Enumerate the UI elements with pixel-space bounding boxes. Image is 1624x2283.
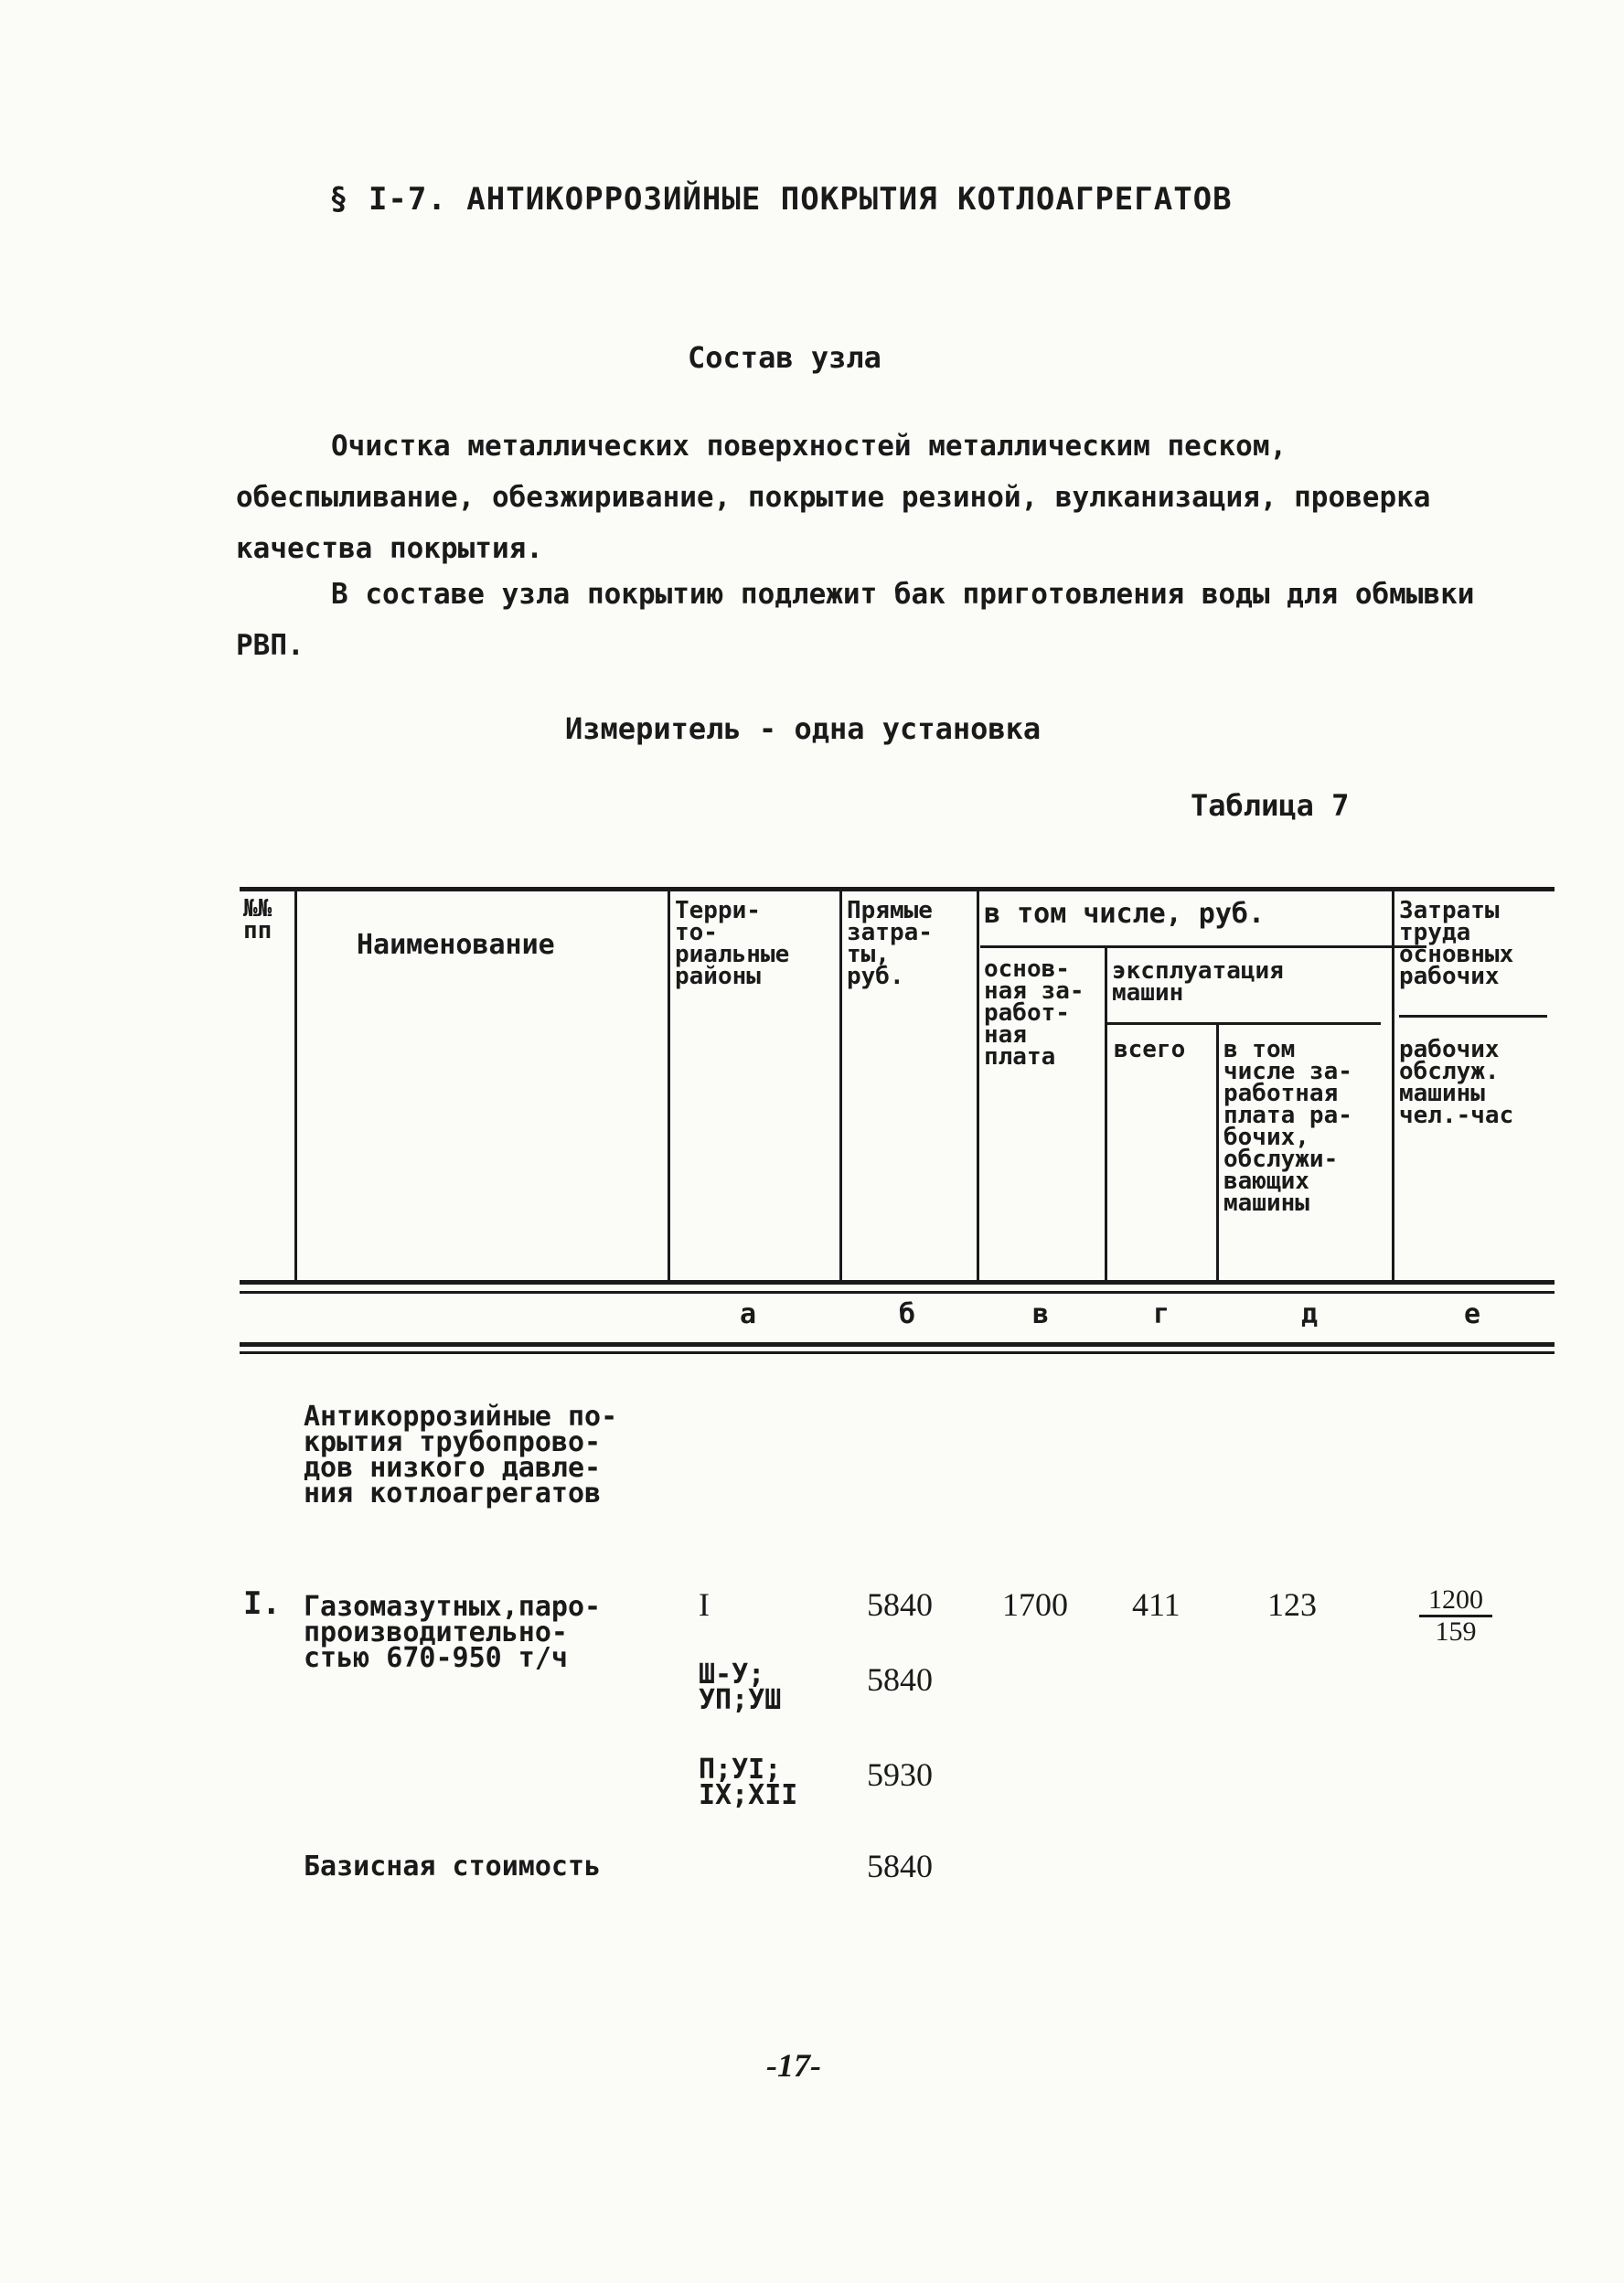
header-basic-pay: основ- ная за- работ- ная плата — [984, 955, 1084, 1071]
page-number: -17- — [766, 2047, 821, 2084]
row-index: I. — [243, 1585, 281, 1622]
direct-cost-3: 5930 — [867, 1756, 933, 1793]
table-label: Таблица 7 — [1191, 788, 1350, 823]
header-including: в том числе, руб. — [984, 898, 1266, 930]
row-name: Газомазутных,паро- производительно- стью 670-950 т/ч — [304, 1591, 602, 1674]
labor-fraction — [1419, 1585, 1492, 1647]
header-incl-pay: в том числе за- работная плата ра- бочих, обслужи- вающих машины — [1223, 1036, 1352, 1217]
direct-cost-2: 5840 — [867, 1661, 933, 1698]
base-cost-label: Базисная стоимость — [304, 1851, 602, 1883]
paragraph-composition: Очистка металлических поверхностей металлическим песком, обеспыливание, обезжиривание, покрытие резиной, вулканизация, проверка качества покрытия. — [236, 430, 1431, 565]
column-letter: в — [1031, 1298, 1050, 1330]
labor-machine-workers: 159 — [1435, 1616, 1477, 1647]
header-labor-sub: рабочих обслуж. машины чел.-час — [1399, 1036, 1514, 1129]
header-labor: Затраты труда основных рабочих — [1399, 897, 1514, 990]
basic-pay-value: 1700 — [1002, 1586, 1068, 1623]
meter-line: Измеритель - одна установка — [565, 711, 1042, 746]
group-title: Антикоррозийные по- крытия трубопрово- дов низкого давле- ния котлоагрегатов — [304, 1401, 618, 1510]
section-title: § I-7. АНТИКОРРОЗИЙНЫЕ ПОКРЫТИЯ КОТЛОАГРЕГАТОВ — [329, 181, 1233, 218]
region-2: Ш-У; УП;УШ — [699, 1659, 782, 1716]
column-letter: б — [898, 1298, 916, 1330]
column-letter: а — [739, 1298, 757, 1330]
column-letter: г — [1152, 1298, 1170, 1330]
machine-total-value: 411 — [1132, 1586, 1181, 1623]
header-machine-operation: эксплуатация машин — [1112, 957, 1284, 1007]
paragraph-tank: В составе узла покрытию подлежит бак приготовления воды для обмывки РВП. — [236, 578, 1475, 662]
header-direct-costs: Прямые затра- ты, руб. — [847, 897, 933, 990]
column-letter: е — [1463, 1298, 1481, 1330]
machine-pay-value: 123 — [1267, 1586, 1317, 1623]
subtitle: Состав узла — [688, 340, 881, 375]
labor-workers: 1200 — [1419, 1585, 1492, 1617]
header-name: Наименование — [357, 929, 555, 961]
region-3: П;УI; IX;XII — [699, 1754, 798, 1811]
base-cost-value: 5840 — [867, 1848, 933, 1884]
direct-cost-1: 5840 — [867, 1586, 933, 1623]
column-letter: д — [1300, 1298, 1319, 1330]
region-1: I — [699, 1586, 710, 1623]
header-num: №№ пп — [243, 895, 272, 944]
header-total: всего — [1114, 1036, 1186, 1063]
header-territory: Терри- то- риальные районы — [675, 897, 790, 990]
